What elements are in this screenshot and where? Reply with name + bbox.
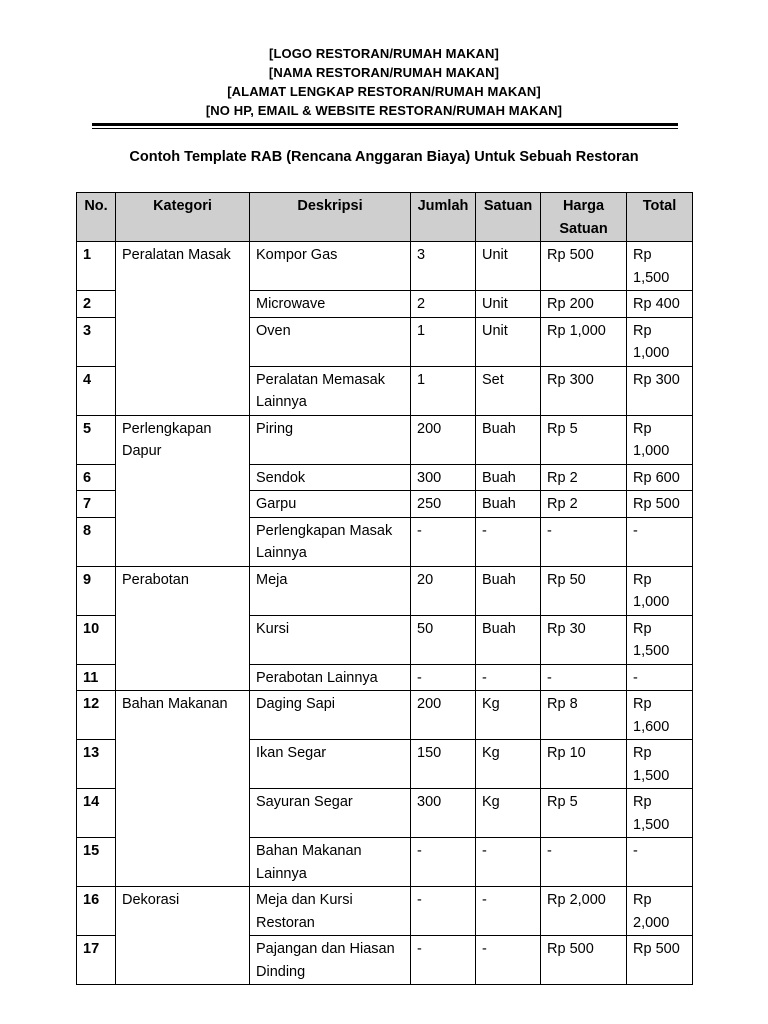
cell-deskripsi: Perabotan Lainnya	[250, 664, 411, 691]
cell-kategori	[116, 936, 250, 985]
cell-deskripsi: Oven	[250, 317, 411, 366]
column-header-no: No.	[77, 193, 116, 242]
cell-no: 17	[77, 936, 116, 985]
cell-deskripsi: Garpu	[250, 491, 411, 518]
cell-harga-satuan: Rp 500	[541, 936, 627, 985]
cell-total: Rp 2,000	[627, 887, 693, 936]
cell-satuan: -	[476, 838, 541, 887]
cell-no: 9	[77, 566, 116, 615]
table-row	[77, 740, 693, 789]
table-row	[77, 415, 693, 464]
cell-harga-satuan: Rp 5	[541, 415, 627, 464]
cell-jumlah: 3	[411, 242, 476, 291]
table-row	[77, 615, 693, 664]
cell-no: 4	[77, 366, 116, 415]
cell-kategori: Perlengkapan Dapur	[116, 415, 250, 464]
cell-satuan: Buah	[476, 615, 541, 664]
cell-deskripsi: Kursi	[250, 615, 411, 664]
cell-kategori	[116, 464, 250, 491]
cell-total: -	[627, 664, 693, 691]
cell-harga-satuan: Rp 1,000	[541, 317, 627, 366]
letterhead-address-placeholder: [ALAMAT LENGKAP RESTORAN/RUMAH MAKAN]	[227, 84, 541, 99]
cell-no: 6	[77, 464, 116, 491]
table-row	[77, 789, 693, 838]
cell-total: Rp 1,600	[627, 691, 693, 740]
table-row	[77, 291, 693, 318]
column-header-kategori: Kategori	[116, 193, 250, 242]
cell-jumlah: -	[411, 887, 476, 936]
cell-kategori: Dekorasi	[116, 887, 250, 936]
cell-total: Rp 500	[627, 936, 693, 985]
cell-harga-satuan: Rp 2	[541, 491, 627, 518]
cell-satuan: Unit	[476, 242, 541, 291]
letterhead-name-placeholder: [NAMA RESTORAN/RUMAH MAKAN]	[268, 65, 500, 80]
cell-total: Rp 600	[627, 464, 693, 491]
cell-jumlah: -	[411, 936, 476, 985]
letterhead-contact-placeholder: [NO HP, EMAIL & WEBSITE RESTORAN/RUMAH MAKAN]	[205, 103, 563, 118]
cell-kategori: Perabotan	[116, 566, 250, 615]
table-row	[77, 464, 693, 491]
cell-harga-satuan: Rp 2	[541, 464, 627, 491]
cell-satuan: -	[476, 517, 541, 566]
cell-satuan: Buah	[476, 566, 541, 615]
cell-satuan: Kg	[476, 691, 541, 740]
cell-kategori: Peralatan Masak	[116, 242, 250, 291]
cell-deskripsi: Peralatan Memasak Lainnya	[250, 366, 411, 415]
cell-no: 13	[77, 740, 116, 789]
table-header-row	[77, 193, 693, 242]
cell-no: 12	[77, 691, 116, 740]
cell-total: -	[627, 517, 693, 566]
cell-kategori	[116, 291, 250, 318]
cell-harga-satuan: Rp 500	[541, 242, 627, 291]
cell-harga-satuan: Rp 5	[541, 789, 627, 838]
cell-jumlah: 250	[411, 491, 476, 518]
cell-satuan: Unit	[476, 317, 541, 366]
cell-deskripsi: Microwave	[250, 291, 411, 318]
cell-satuan: Kg	[476, 740, 541, 789]
cell-satuan: -	[476, 664, 541, 691]
table-row	[77, 691, 693, 740]
cell-deskripsi: Daging Sapi	[250, 691, 411, 740]
cell-kategori	[116, 366, 250, 415]
cell-kategori	[116, 517, 250, 566]
header-divider-thin	[92, 128, 678, 129]
cell-satuan: Set	[476, 366, 541, 415]
cell-total: Rp 1,000	[627, 317, 693, 366]
cell-jumlah: 300	[411, 464, 476, 491]
cell-jumlah: 200	[411, 691, 476, 740]
cell-deskripsi: Piring	[250, 415, 411, 464]
cell-deskripsi: Ikan Segar	[250, 740, 411, 789]
cell-kategori	[116, 789, 250, 838]
cell-jumlah: -	[411, 517, 476, 566]
cell-harga-satuan: -	[541, 517, 627, 566]
cell-no: 8	[77, 517, 116, 566]
cell-total: Rp 1,500	[627, 242, 693, 291]
cell-no: 15	[77, 838, 116, 887]
cell-kategori	[116, 491, 250, 518]
cell-deskripsi: Sendok	[250, 464, 411, 491]
column-header-satuan: Satuan	[476, 193, 541, 242]
cell-jumlah: -	[411, 664, 476, 691]
column-header-jumlah: Jumlah	[411, 193, 476, 242]
table-row	[77, 317, 693, 366]
header-divider-thick	[92, 123, 678, 126]
cell-harga-satuan: Rp 2,000	[541, 887, 627, 936]
cell-total: -	[627, 838, 693, 887]
column-header-total: Total	[627, 193, 693, 242]
cell-satuan: Buah	[476, 464, 541, 491]
cell-no: 2	[77, 291, 116, 318]
cell-satuan: Buah	[476, 491, 541, 518]
cell-total: Rp 1,500	[627, 740, 693, 789]
cell-jumlah: 50	[411, 615, 476, 664]
cell-jumlah: 1	[411, 317, 476, 366]
cell-kategori	[116, 615, 250, 664]
cell-jumlah: 20	[411, 566, 476, 615]
cell-deskripsi: Bahan Makanan Lainnya	[250, 838, 411, 887]
cell-harga-satuan: Rp 8	[541, 691, 627, 740]
cell-no: 3	[77, 317, 116, 366]
cell-no: 5	[77, 415, 116, 464]
cell-no: 16	[77, 887, 116, 936]
table-row	[77, 936, 693, 985]
cell-kategori	[116, 664, 250, 691]
cell-no: 1	[77, 242, 116, 291]
table-row	[77, 664, 693, 691]
cell-satuan: -	[476, 936, 541, 985]
column-header-deskripsi: Deskripsi	[250, 193, 411, 242]
cell-no: 7	[77, 491, 116, 518]
cell-kategori: Bahan Makanan	[116, 691, 250, 740]
cell-no: 14	[77, 789, 116, 838]
table-row	[77, 838, 693, 887]
table-row	[77, 566, 693, 615]
cell-no: 11	[77, 664, 116, 691]
cell-harga-satuan: Rp 300	[541, 366, 627, 415]
table-row	[77, 366, 693, 415]
cell-jumlah: 1	[411, 366, 476, 415]
table-row	[77, 517, 693, 566]
table-row	[77, 887, 693, 936]
letterhead	[0, 44, 768, 120]
cell-harga-satuan: Rp 30	[541, 615, 627, 664]
table-body	[77, 242, 693, 985]
cell-kategori	[116, 838, 250, 887]
cell-no: 10	[77, 615, 116, 664]
cell-deskripsi: Meja	[250, 566, 411, 615]
cell-deskripsi: Meja dan Kursi Restoran	[250, 887, 411, 936]
cell-harga-satuan: Rp 200	[541, 291, 627, 318]
cell-total: Rp 1,500	[627, 615, 693, 664]
cell-harga-satuan: Rp 10	[541, 740, 627, 789]
cell-total: Rp 1,000	[627, 415, 693, 464]
column-header-harga-satuan: Harga Satuan	[541, 193, 627, 242]
budget-table	[76, 192, 693, 985]
cell-satuan: Unit	[476, 291, 541, 318]
cell-deskripsi: Kompor Gas	[250, 242, 411, 291]
cell-jumlah: 2	[411, 291, 476, 318]
cell-total: Rp 1,000	[627, 566, 693, 615]
document-title: Contoh Template RAB (Rencana Anggaran Biaya) Untuk Sebuah Restoran	[129, 149, 639, 165]
cell-kategori	[116, 317, 250, 366]
cell-satuan: -	[476, 887, 541, 936]
cell-total: Rp 500	[627, 491, 693, 518]
cell-jumlah: 200	[411, 415, 476, 464]
cell-satuan: Buah	[476, 415, 541, 464]
cell-harga-satuan: -	[541, 664, 627, 691]
cell-harga-satuan: -	[541, 838, 627, 887]
cell-jumlah: -	[411, 838, 476, 887]
cell-satuan: Kg	[476, 789, 541, 838]
cell-kategori	[116, 740, 250, 789]
cell-jumlah: 150	[411, 740, 476, 789]
table-row	[77, 242, 693, 291]
letterhead-logo-placeholder: [LOGO RESTORAN/RUMAH MAKAN]	[269, 46, 499, 61]
cell-harga-satuan: Rp 50	[541, 566, 627, 615]
cell-deskripsi: Sayuran Segar	[250, 789, 411, 838]
cell-total: Rp 300	[627, 366, 693, 415]
cell-total: Rp 400	[627, 291, 693, 318]
cell-total: Rp 1,500	[627, 789, 693, 838]
cell-jumlah: 300	[411, 789, 476, 838]
cell-deskripsi: Pajangan dan Hiasan Dinding	[250, 936, 411, 985]
cell-deskripsi: Perlengkapan Masak Lainnya	[250, 517, 411, 566]
table-row	[77, 491, 693, 518]
